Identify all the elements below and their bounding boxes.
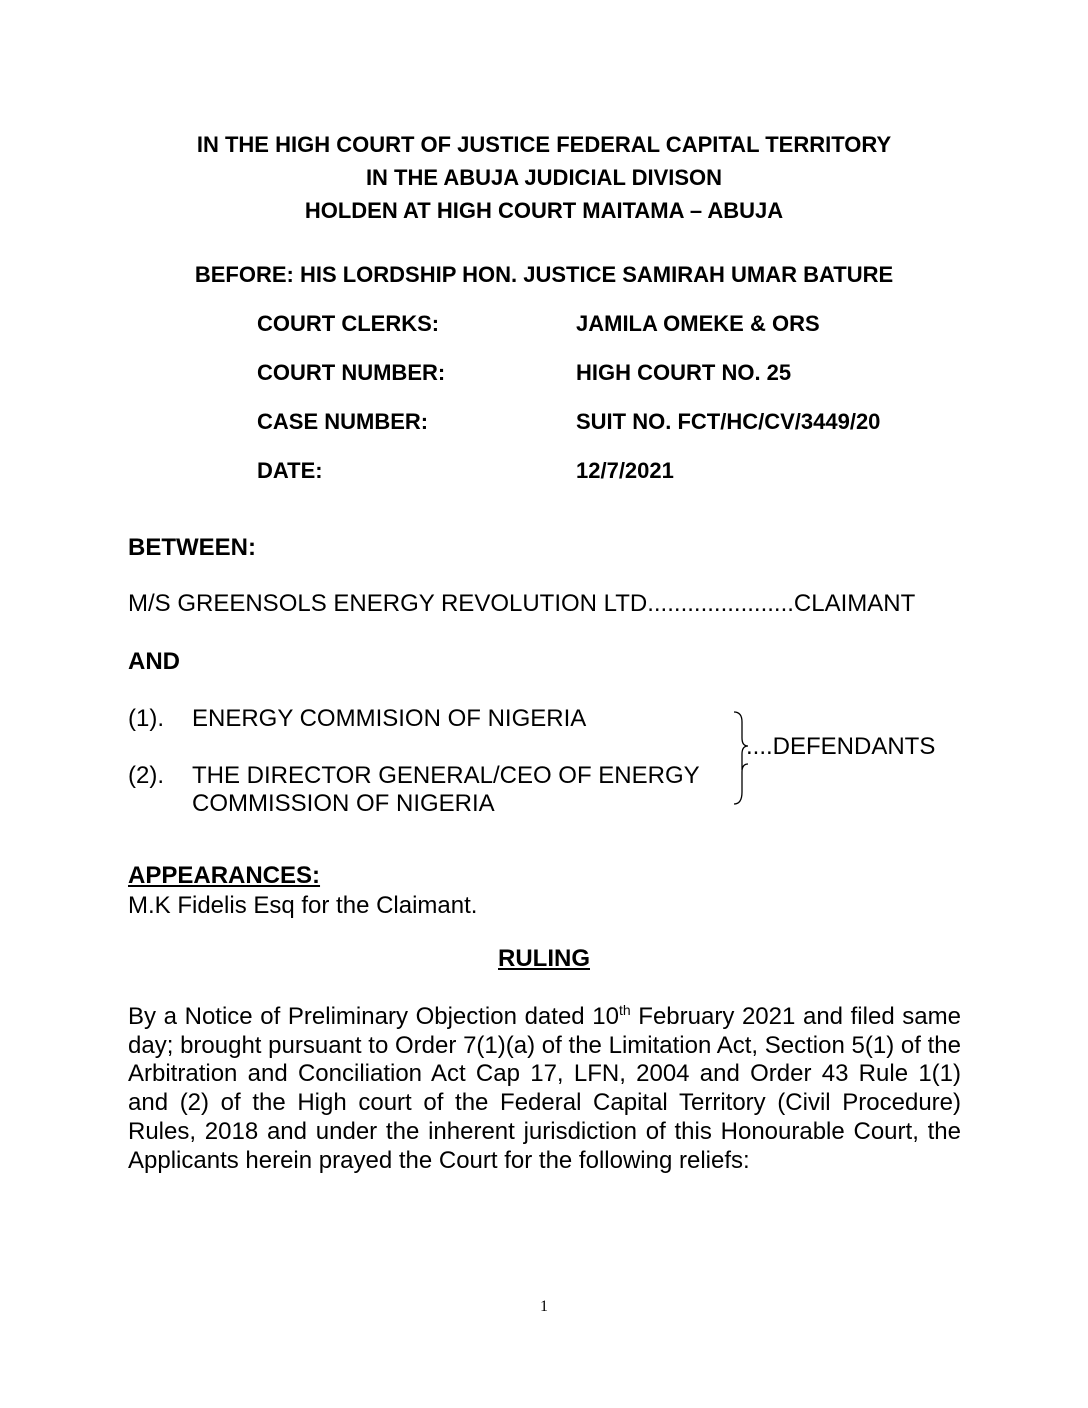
- defendant-2-name-line1: THE DIRECTOR GENERAL/CEO OF ENERGY: [192, 762, 700, 789]
- and-label: AND: [128, 648, 180, 675]
- between-label: BETWEEN:: [128, 534, 256, 561]
- appearances-text: M.K Fidelis Esq for the Claimant.: [128, 892, 478, 919]
- defendant-2-number: (2).: [128, 762, 164, 789]
- page-number: 1: [540, 1298, 548, 1315]
- ruling-paragraph: [128, 1003, 961, 1175]
- division-title: IN THE ABUJA JUDICIAL DIVISON: [365, 165, 723, 190]
- court-title: IN THE HIGH COURT OF JUSTICE FEDERAL CAPITAL TERRITORY: [196, 132, 892, 157]
- ruling-paragraph-superscript: th: [618, 1002, 631, 1018]
- ruling-paragraph-start: By a Notice of Preliminary Objection dated 10: [128, 1003, 619, 1030]
- ruling-heading: RULING: [498, 945, 590, 972]
- ruling-paragraph-rest: February 2021 and filed same day; brought pursuant to Order 7(1)(a) of the Limitation Act, Section 5(1) of the Arbitration and Conciliation Act Cap 17, LFN, 2004 and Order 43 Rule 1(1) and (2) of the High court of the Federal Capital Territory (Civil Procedure) Rules, 2018 and under the inherent jurisdiction of this Honourable Court, the Applicants herein prayed the Court for the following reliefs:: [128, 1003, 961, 1174]
- court-number-label: COURT NUMBER:: [257, 360, 446, 385]
- appearances-heading: APPEARANCES:: [128, 862, 321, 889]
- defendants-label: ....DEFENDANTS: [746, 733, 936, 760]
- before-justice: BEFORE: HIS LORDSHIP HON. JUSTICE SAMIRAH UMAR BATURE: [194, 262, 894, 287]
- court-clerks-label: COURT CLERKS:: [257, 311, 440, 336]
- defendant-2-name-line2: COMMISSION OF NIGERIA: [192, 790, 495, 817]
- court-clerks-value: JAMILA OMEKE & ORS: [576, 311, 820, 336]
- defendant-1-number: (1).: [128, 705, 164, 732]
- case-number-value: SUIT NO. FCT/HC/CV/3449/20: [576, 409, 881, 434]
- case-number-label: CASE NUMBER:: [257, 409, 429, 434]
- defendant-1-name: ENERGY COMMISION OF NIGERIA: [192, 705, 587, 732]
- date-value: 12/7/2021: [576, 458, 674, 483]
- court-number-value: HIGH COURT NO. 25: [576, 360, 792, 385]
- date-label: DATE:: [257, 458, 323, 483]
- claimant-line: M/S GREENSOLS ENERGY REVOLUTION LTD......................CLAIMANT: [128, 590, 916, 617]
- holden-title: HOLDEN AT HIGH COURT MAITAMA – ABUJA: [304, 198, 784, 223]
